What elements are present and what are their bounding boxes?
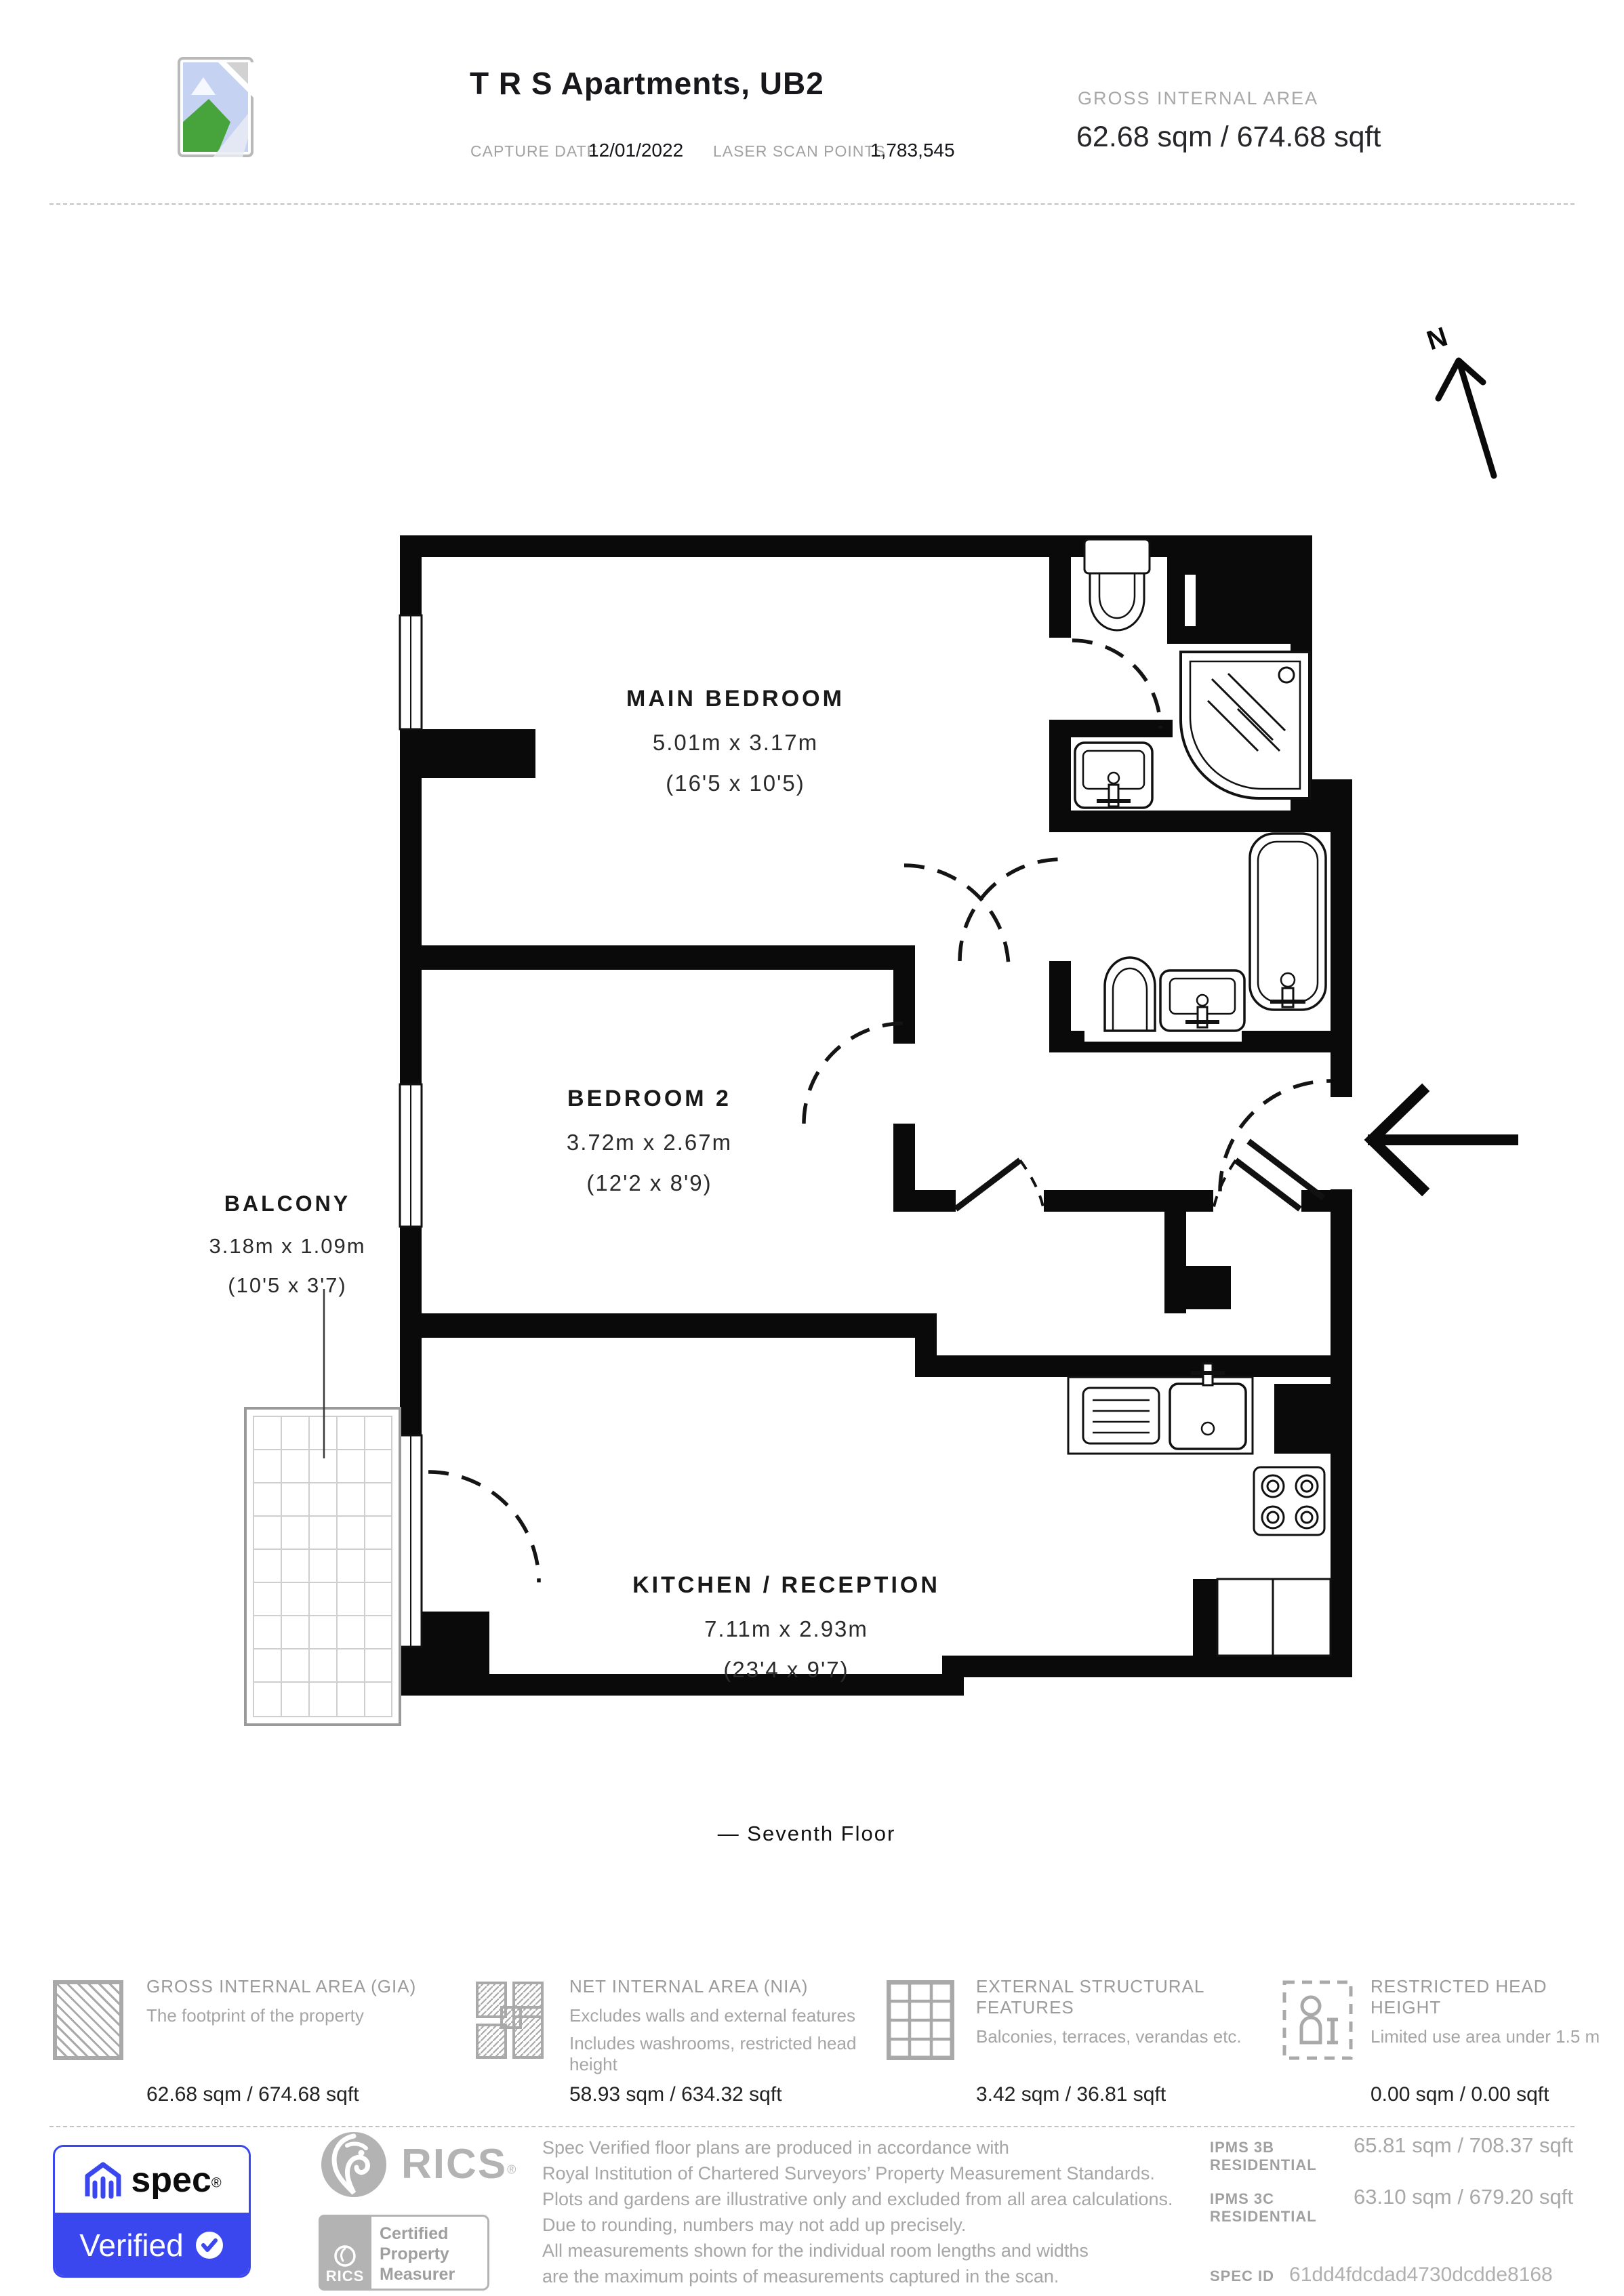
entrance-door-arc [1220, 1081, 1331, 1191]
spec-reg: ® [211, 2175, 222, 2191]
room-metric: 3.72m x 2.67m [566, 1130, 733, 1155]
cpm-line: Certified [380, 2224, 449, 2243]
legend-title: EXTERNAL STRUCTURAL FEATURES [976, 1976, 1204, 2017]
legend-item-rhh [1371, 1976, 1621, 2106]
bedroom2-door-arc [804, 1023, 904, 1124]
legend-title: GROSS INTERNAL AREA (GIA) [146, 1976, 417, 1996]
footer-separator [49, 2126, 1575, 2127]
spec-house-icon [82, 2161, 124, 2199]
legend-item-esf [976, 1976, 1267, 2106]
bathroom-door-arc [960, 859, 1061, 961]
verified-check-icon [195, 2230, 224, 2260]
spec-verified-badge [53, 2145, 251, 2278]
verified-label: Verified [79, 2228, 184, 2263]
shower-icon [1181, 652, 1310, 798]
legend-item-gia [146, 1976, 431, 2106]
disclaimer-line: Plots and gardens are illustrative only and excluded from all area calculations. [542, 2189, 1173, 2209]
toilet-cistern-icon [1084, 539, 1150, 573]
ipms-block [1210, 2133, 1617, 2236]
ipms-row [1210, 2133, 1617, 2174]
room-imperial: (12'2 x 8'9) [586, 1170, 712, 1195]
room-name: MAIN BEDROOM [626, 686, 845, 712]
room-metric: 5.01m x 3.17m [652, 730, 819, 755]
legend-desc: Excludes walls and external features [569, 2005, 856, 2026]
basin-tap-icon [1198, 1007, 1207, 1027]
spec-id-label: SPEC ID [1210, 2268, 1275, 2284]
ipms-value: 65.81 sqm / 708.37 sqft [1354, 2133, 1573, 2157]
spec-id-block [1210, 2263, 1553, 2287]
room-imperial: (10'5 x 3'7) [228, 1273, 347, 1297]
rics-reg: ® [507, 2162, 516, 2177]
room-name: KITCHEN / RECEPTION [632, 1572, 940, 1598]
spec-brand: spec [131, 2160, 211, 2200]
ipms-label: IPMS 3B RESIDENTIAL [1210, 2139, 1317, 2173]
broken-image-icon [178, 57, 253, 157]
room-label-main-bedroom [626, 686, 845, 811]
disclaimer-line: All measurements shown for the individual room lengths and widths [542, 2240, 1089, 2261]
gia-hatch-icon [53, 1980, 123, 2060]
rics-lion-icon [319, 2129, 389, 2200]
disclaimer-text [542, 2135, 1193, 2289]
gia-header-value: 62.68 sqm / 674.68 sqft [1076, 121, 1381, 153]
legend-desc: The footprint of the property [146, 2005, 364, 2026]
rics-mini-name: RICS [325, 2268, 365, 2284]
legend-value: 3.42 sqm / 36.81 sqft [976, 2083, 1166, 2106]
rics-name: RICS [401, 2141, 508, 2188]
bathroom-fixtures [1105, 834, 1326, 1031]
room-name: BALCONY [224, 1191, 351, 1216]
ensuite-door-arc [1072, 640, 1160, 729]
north-label: N [1423, 321, 1451, 356]
room-imperial: (16'5 x 10'5) [666, 771, 805, 796]
cpm-line: Property [380, 2244, 449, 2263]
room-label-bedroom2 [567, 1086, 732, 1211]
legend-item-nia [569, 1976, 881, 2106]
ipms-label: IPMS 3C RESIDENTIAL [1210, 2190, 1317, 2225]
basin-tap-icon [1109, 785, 1118, 806]
nia-hatch-icon [474, 1980, 545, 2064]
disclaimer-line: Due to rounding, numbers may not add up precisely. [542, 2215, 967, 2235]
room-label-kitchen-reception [632, 1572, 940, 1698]
ipms-value: 63.10 sqm / 679.20 sqft [1354, 2185, 1573, 2209]
floor-label: — Seventh Floor [717, 1822, 896, 1845]
main-bedroom-door-arc [904, 865, 1009, 970]
spec-id-value: 61dd4fdcdad4730dcdde8168 [1289, 2263, 1553, 2286]
room-imperial: (23'4 x 9'7) [723, 1657, 849, 1682]
north-arrow-icon [1438, 361, 1494, 476]
disclaimer-line: Spec Verified floor plans are produced in accordance with [542, 2137, 1009, 2158]
rics-wordmark [401, 2140, 516, 2188]
toilet-icon [1090, 573, 1144, 630]
balcony-deck [245, 1289, 400, 1725]
scan-points-label: LASER SCAN POINTS [713, 142, 886, 160]
legend-title: NET INTERNAL AREA (NIA) [569, 1976, 809, 1996]
legend-value: 58.93 sqm / 634.32 sqft [569, 2083, 782, 2106]
grid-icon [887, 1980, 954, 2064]
room-metric: 3.18m x 1.09m [209, 1234, 366, 1258]
bathtub-icon [1250, 834, 1326, 1010]
legend-desc: Includes washrooms, restricted head height [569, 2033, 857, 2074]
disclaimer-line: Royal Institution of Chartered Surveyors’ Property Measurement Standards. [542, 2163, 1155, 2184]
legend-value: 0.00 sqm / 0.00 sqft [1371, 2083, 1549, 2106]
floorplan-drawing [0, 291, 1624, 1762]
gia-header-label: GROSS INTERNAL AREA [1078, 88, 1319, 108]
rics-logo [319, 2129, 389, 2203]
room-label-balcony [209, 1191, 365, 1313]
header-separator [49, 203, 1575, 205]
legend-desc: Limited use area under 1.5 m [1371, 2026, 1600, 2047]
cpm-line: Measurer [380, 2265, 455, 2284]
capture-date-label: CAPTURE DATE [470, 142, 598, 160]
scan-points-value: 1,783,545 [870, 140, 955, 161]
bathroom-kick-notch [1084, 1031, 1242, 1042]
rics-mini-lion-icon [333, 2244, 357, 2268]
restricted-head-height-icon [1282, 1980, 1353, 2064]
balcony-door-arc [428, 1472, 539, 1582]
legend-value: 62.68 sqm / 674.68 sqft [146, 2083, 359, 2106]
disclaimer-line: are the maximum points of measurements captured in the scan. [542, 2266, 1059, 2287]
room-metric: 7.11m x 2.93m [704, 1616, 868, 1641]
page-title: T R S Apartments, UB2 [470, 66, 824, 101]
legend-desc: Balconies, terraces, verandas etc. [976, 2026, 1242, 2047]
capture-date-value: 12/01/2022 [588, 140, 684, 161]
wall-vent-slot [1185, 575, 1196, 626]
legend-title: RESTRICTED HEAD HEIGHT [1371, 1976, 1547, 2017]
room-name: BEDROOM 2 [567, 1086, 731, 1111]
ipms-row [1210, 2185, 1617, 2226]
entry-arrow-icon [1372, 1091, 1513, 1189]
certified-property-measurer-badge [319, 2215, 489, 2291]
sink-icon [1170, 1384, 1246, 1449]
